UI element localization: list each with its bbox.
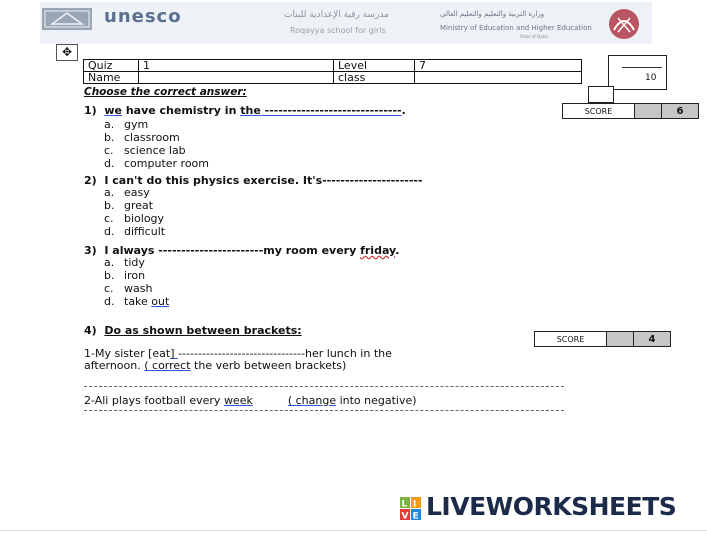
answer-line-1[interactable] [84, 386, 564, 387]
option-item[interactable]: a. easy [104, 186, 150, 199]
name-label: Name [84, 72, 139, 84]
ministry-subtitle: State of Qatar [520, 34, 549, 39]
q1-end: . [401, 104, 406, 117]
move-handle-icon[interactable]: ✥ [56, 44, 78, 61]
q1-number: 1) [84, 104, 97, 117]
score-max: 4 [634, 332, 671, 347]
option-item[interactable]: c. biology [104, 212, 165, 225]
qatar-emblem-icon [604, 6, 644, 42]
q3-options [104, 256, 169, 308]
option-item[interactable]: a. gym [104, 118, 149, 131]
ministry-name-english: Ministry of Education and Higher Education [440, 24, 592, 32]
q4-sentence-1-line-1: 1-My sister [eat] --------------------------------her lunch in the [84, 347, 392, 360]
svg-text:L: L [401, 499, 408, 510]
option-item[interactable]: b. iron [104, 269, 146, 282]
score-max: 6 [662, 104, 699, 119]
q1-word-the: the [240, 104, 261, 117]
q3-word-out: out [151, 295, 170, 308]
quiz-info-table [83, 59, 582, 84]
total-mark-value: 10 [645, 73, 657, 83]
svg-text:E: E [412, 511, 419, 521]
score-table-mcq [562, 103, 699, 119]
option-item[interactable]: d. computer room [104, 157, 210, 170]
q4-sentence-1-blank[interactable]: --------------------------------her lunch in the [178, 347, 392, 360]
total-mark-box [608, 55, 667, 90]
score-input[interactable] [635, 104, 662, 119]
q3-end: . [395, 244, 400, 257]
q4-sentence-2: 2-Ali plays football every week ( change into negative) [84, 394, 417, 407]
score-input[interactable] [607, 332, 634, 347]
option-item[interactable]: b. great [104, 199, 154, 212]
option-item[interactable]: c. science lab [104, 144, 186, 157]
liveworksheets-wordmark: LIVEWORKSHEETS [426, 492, 677, 521]
q1-blank[interactable]: ------------------------------ [260, 104, 402, 117]
class-field[interactable] [415, 72, 582, 84]
quiz-label: Quiz [84, 60, 139, 72]
school-name-english: Roqayya school for girls [290, 26, 386, 35]
score-label: SCORE [563, 104, 635, 119]
question-1 [84, 104, 406, 117]
q1-word-we: we [104, 104, 122, 117]
option-item[interactable]: a. tidy [104, 256, 145, 269]
q4-title: Do as shown between brackets: [104, 324, 302, 337]
q3-number: 3) [84, 244, 97, 257]
school-name-arabic: مدرسة رقية الإعدادية للبنات [284, 10, 389, 20]
instruction-heading: Choose the correct answer: [84, 86, 247, 98]
score-table-brackets [534, 331, 671, 347]
svg-text:I: I [413, 499, 417, 510]
q2-text: I can't do this physics exercise. It's---------------------- [104, 174, 423, 187]
q3-word-friday: friday [360, 244, 396, 257]
ministry-name-arabic: وزارة التربية والتعليم والتعليم العالي [440, 10, 545, 18]
liveworksheets-badge-icon [400, 497, 422, 521]
q1-text: have chemistry in [121, 104, 241, 117]
score-label: SCORE [535, 332, 607, 347]
q4-sentence-1-line-2: afternoon. ( correct the verb between brackets) [84, 359, 347, 372]
total-mark-line [622, 67, 662, 68]
bottom-divider [0, 530, 707, 531]
unesco-logo-icon [42, 8, 92, 30]
option-item[interactable]: d. take out [104, 295, 170, 308]
q1-options [104, 118, 209, 170]
q2-options [104, 186, 165, 238]
level-value: 7 [415, 60, 582, 72]
question-4 [84, 324, 302, 337]
unesco-wordmark: unesco [104, 6, 182, 27]
q4-number: 4) [84, 324, 97, 337]
option-item[interactable]: d. difficult [104, 225, 166, 238]
student-mark-input[interactable] [588, 86, 614, 103]
q3-text: I always -----------------------my room every [104, 244, 361, 257]
option-item[interactable]: c. wash [104, 282, 153, 295]
name-field[interactable] [139, 72, 334, 84]
answer-line-2[interactable] [84, 410, 564, 411]
q2-number: 2) [84, 174, 97, 187]
svg-text:V: V [401, 511, 409, 521]
level-label: Level [334, 60, 415, 72]
option-item[interactable]: b. classroom [104, 131, 180, 144]
quiz-value: 1 [139, 60, 334, 72]
class-label: class [334, 72, 415, 84]
